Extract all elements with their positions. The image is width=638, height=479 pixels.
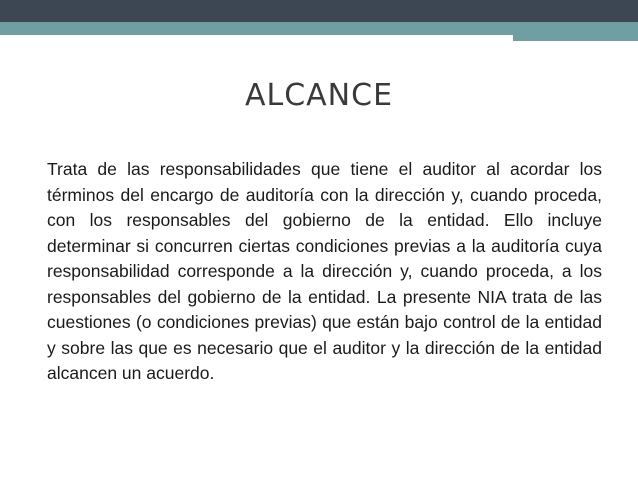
header-accent-tab bbox=[513, 35, 638, 41]
slide-body-text: Trata de las responsabilidades que tiene el auditor al acordar los términos del encargo de auditoría con la dirección y, cuando proceda, con los responsables del gobierno de la entidad. Ello incluye determinar si concurren ciertas condiciones previas a la auditoría cuya responsabilidad corresponde a la dirección y, cuando proceda, a los responsables del gobierno de la entidad. La presente NIA trata de las cuestiones (o condiciones previas) que están bajo control de la entidad y sobre las que es necesario que el auditor y la dirección de la entidad alcancen un acuerdo. bbox=[47, 159, 602, 383]
slide-title: ALCANCE bbox=[244, 78, 394, 113]
header-dark-band bbox=[0, 0, 638, 22]
header-accent-bar bbox=[0, 22, 638, 35]
